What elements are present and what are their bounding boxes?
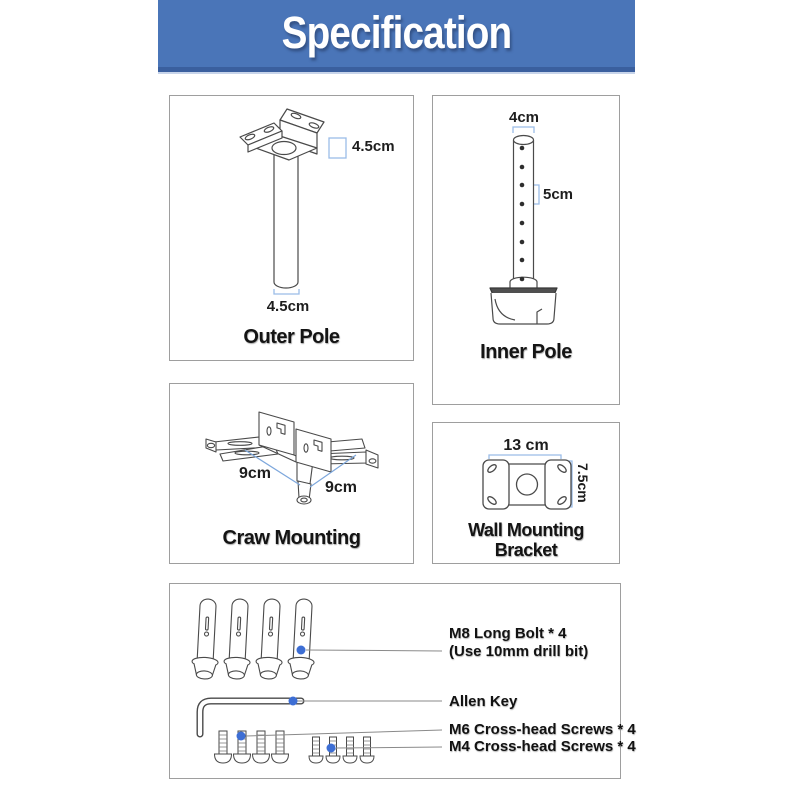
inner-pole-title: Inner Pole bbox=[480, 341, 572, 363]
hardware-panel bbox=[169, 583, 636, 779]
page-title: Specification bbox=[281, 7, 512, 58]
craw-mounting-title: Craw Mounting bbox=[222, 527, 361, 549]
m8-bolts bbox=[191, 598, 317, 679]
wall-bracket-line-art bbox=[483, 460, 571, 509]
inner-pole-diameter-dim-label: 4cm bbox=[508, 109, 540, 126]
outer-pole-panel bbox=[169, 95, 414, 361]
wall-bracket-height-dim-label: 7.5cm bbox=[575, 463, 591, 503]
outer-pole-line-art bbox=[240, 109, 324, 288]
wall-bracket-panel bbox=[432, 422, 620, 564]
outer-pole-drawing bbox=[170, 96, 413, 360]
craw-arm-right-dim-label: 9cm bbox=[324, 479, 358, 496]
outer-pole-title: Outer Pole bbox=[243, 326, 340, 348]
outer-pole-bracket-dim-label: 4.5cm bbox=[352, 138, 395, 155]
m6-screws-label: M6 Cross-head Screws * 4 bbox=[449, 721, 636, 738]
craw-arm-left-dim-label: 9cm bbox=[238, 465, 272, 482]
m8-bolt-note: (Use 10mm drill bit) bbox=[449, 643, 589, 660]
m8-bolt-label: M8 Long Bolt * 4 bbox=[449, 625, 567, 642]
m4-screws bbox=[309, 737, 374, 763]
allen-key-label: Allen Key bbox=[449, 693, 518, 710]
allen-key bbox=[200, 701, 301, 734]
wall-bracket-width-dim-label: 13 cm bbox=[503, 437, 549, 454]
wall-bracket-title: Wall Mounting Bracket bbox=[468, 520, 584, 560]
craw-mounting-panel bbox=[169, 383, 414, 564]
inner-pole-panel bbox=[432, 95, 620, 405]
inner-pole-line-art bbox=[490, 136, 557, 325]
m4-screws-label: M4 Cross-head Screws * 4 bbox=[449, 738, 636, 755]
inner-pole-spacing-dim-label: 5cm bbox=[543, 186, 574, 203]
header-banner bbox=[158, 0, 635, 72]
inner-pole-holes bbox=[520, 146, 525, 282]
outer-pole-diameter-dim-label: 4.5cm bbox=[266, 298, 310, 315]
